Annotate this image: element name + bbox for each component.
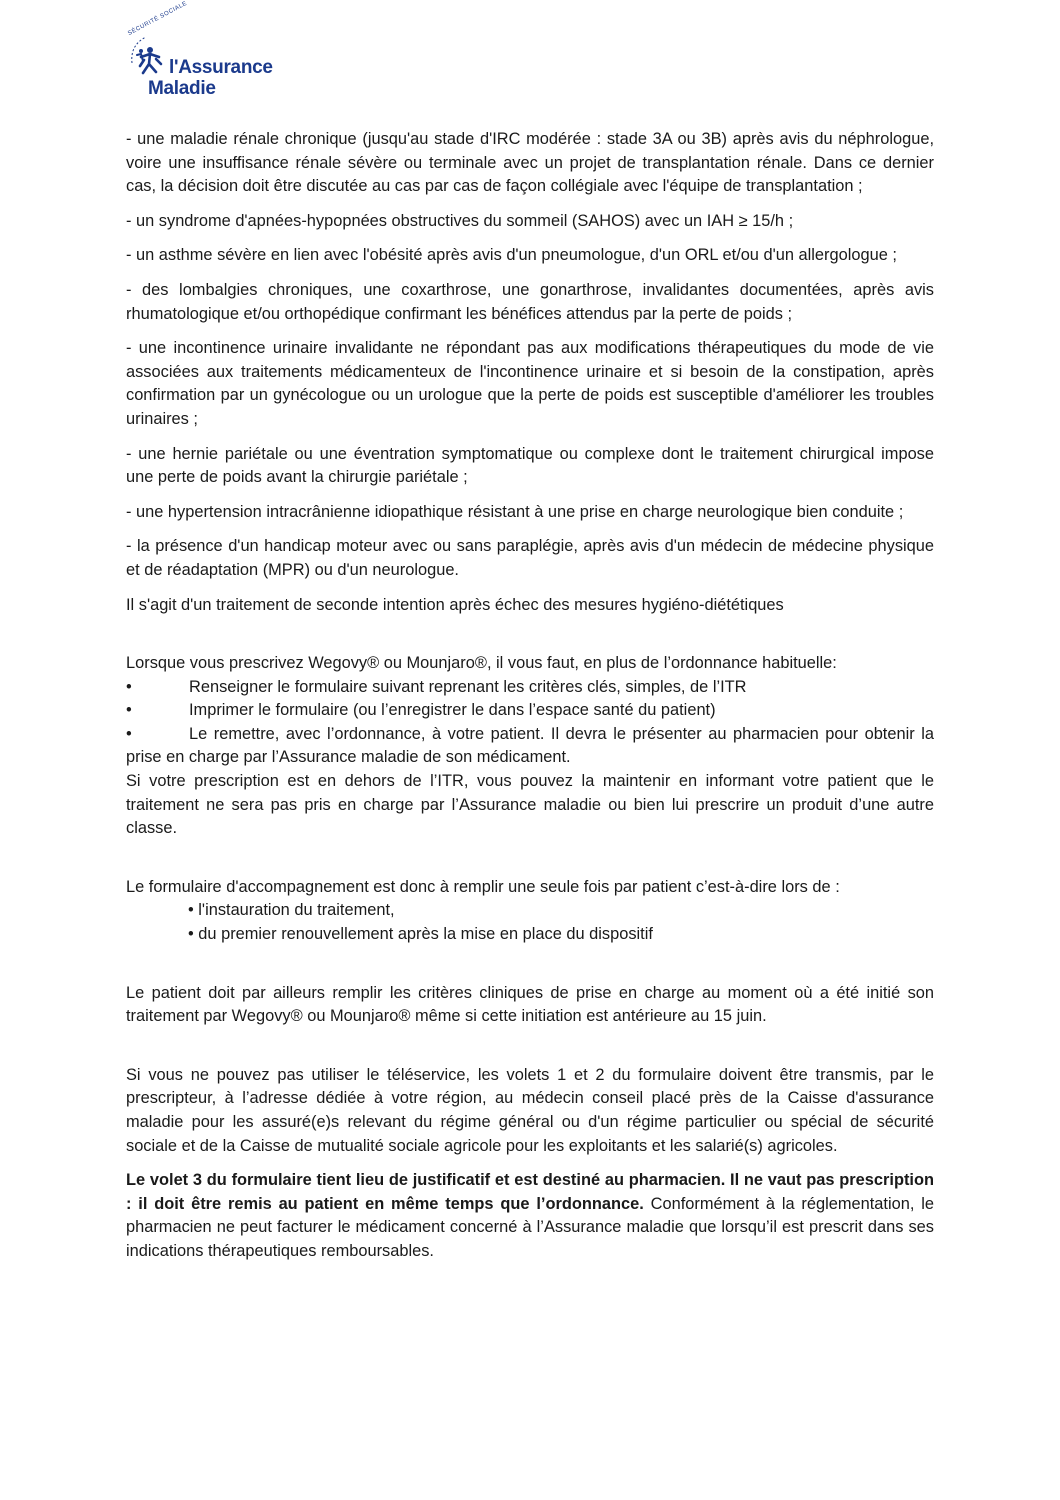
paragraph-handicap: - la présence d'un handicap moteur avec ou sans paraplégie, après avis d'un médecin de médecine physique et de réadaptation (MPR) ou d'un neurologue. <box>126 537 934 579</box>
paragraph-volet3 <box>126 1169 934 1263</box>
bullet-text: Le remettre, avec l’ordonnance, à votre patient. Il devra le présenter au pharmacien pour obtenir la prise en charge par l’Assurance maladie de son médicament. <box>126 724 934 767</box>
volet3-rest-text: Conformément à la réglementation, le pharmacien ne peut facturer le médicament concerné à l’Assurance maladie que lorsqu’il est prescrit dans ses indications thérapeutiques remboursables. <box>126 1194 934 1260</box>
bullet-text: Imprimer le formulaire (ou l’enregistrer le dans l’espace santé du patient) <box>189 701 716 720</box>
paragraph-criteres: Le patient doit par ailleurs remplir les critères cliniques de prise en charge au moment où a été initié son traitement par Wegovy® ou Mounjaro® même si cette initiation est antérieure au 15 juin. <box>126 983 934 1026</box>
list-item: • du premier renouvellement après la mise en place du dispositif <box>188 925 653 944</box>
assurance-maladie-logo <box>127 0 278 101</box>
volet3-bold-text: Le volet 3 du formulaire tient lieu de justificatif et est destiné au pharmacien. Il ne vaut pas prescription : il doit être remis au patient en même temps que l’ordonnance. <box>126 1171 934 1213</box>
paragraph-asthme: - un asthme sévère en lien avec l'obésité après avis d'un pneumologue, d'un ORL et/ou d'un allergologue ; <box>126 246 897 265</box>
paragraph-lombalgies: - des lombalgies chroniques, une coxarthrose, une gonarthrose, invalidantes documentées, après avis rhumatologique et/ou orthopédique confirmant les bénéfices attendus par la perte de poids ; <box>126 280 934 323</box>
paragraph-hernie: - une hernie pariétale ou une éventration symptomatique ou complexe dont le traitement chirurgical impose une perte de poids avant la chirurgie pariétale ; <box>126 444 934 487</box>
paragraph-seconde-intention: Il s'agit d'un traitement de seconde intention après échec des mesures hygiéno-diététiques <box>126 595 784 614</box>
paragraph-hors-itr: Si votre prescription est en dehors de l’ITR, vous pouvez la maintenir en informant votre patient que le traitement ne sera pas pris en charge par l’Assurance maladie ou bien lui prescrire un produit d’une autre classe. <box>126 772 934 838</box>
paragraph-teleservice: Si vous ne pouvez pas utiliser le téléservice, les volets 1 et 2 du formulaire doivent être transmis, par le prescripteur, à l’adresse dédiée à votre région, au médecin conseil placé près de la Caisse d'assurance maladie pour les assuré(e)s relevant du régime général ou d'un régime particulier ou spécial de sécurité sociale et de la Caisse de mutualité sociale agricole pour les exploitants et les salarié(s) agricoles. <box>126 1065 934 1155</box>
bullet-text: Renseigner le formulaire suivant reprenant les critères clés, simples, de l’ITR <box>189 677 747 696</box>
logo-arc-text: SÉCURITÉ SOCIALE <box>127 0 189 37</box>
bullet-mark: • <box>126 677 132 696</box>
bullet-mark: • <box>126 701 132 720</box>
paragraph-incontinence: - une incontinence urinaire invalidante ne répondant pas aux modifications thérapeutiques du mode de vie associées aux traitements médicamenteux de l'incontinence urinaire et si besoin de la constipation, après confirmation par un gynécologue ou un urologue que la perte de poids est susceptible d'améliorer les troubles urinaires ; <box>126 339 934 428</box>
list-item: • l'instauration du traitement, <box>188 901 395 920</box>
paragraph-formulaire: Le formulaire d'accompagnement est donc à remplir une seule fois par patient c’est-à-dire lors de : <box>126 877 840 896</box>
list-item <box>126 699 934 723</box>
paragraph-prescription-intro: Lorsque vous prescrivez Wegovy® ou Mounjaro®, il vous faut, en plus de l’ordonnance habituelle: <box>126 654 837 673</box>
logo-text-line1: l'Assurance <box>169 57 273 78</box>
list-item <box>126 676 934 700</box>
logo-emblem-icon <box>128 33 168 79</box>
bullet-mark: • <box>126 724 132 743</box>
document-body <box>126 128 934 1264</box>
paragraph-sahos: - un syndrome d'apnées-hypopnées obstructives du sommeil (SAHOS) avec un IAH ≥ 15/h ; <box>126 211 794 230</box>
list-item <box>126 723 934 770</box>
paragraph-hypertension: - une hypertension intracrânienne idiopathique résistant à une prise en charge neurologique bien conduite ; <box>126 502 904 521</box>
logo-text-line2: Maladie <box>148 78 216 99</box>
paragraph-renal: - une maladie rénale chronique (jusqu'au stade d'IRC modérée : stade 3A ou 3B) après avis du néphrologue, voire une insuffisance rénale sévère ou terminale avec un projet de transplantation rénale. Dans ce dernier cas, la décision doit être discutée au cas par cas de façon collégiale avec l'équipe de transplantation ; <box>126 130 934 196</box>
